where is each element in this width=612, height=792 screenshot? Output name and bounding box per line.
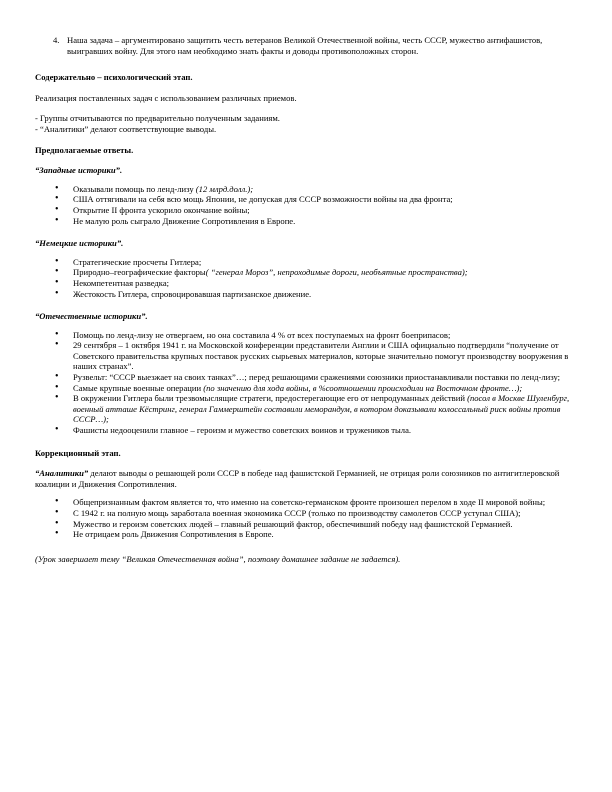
soviet-historians-list [35,330,577,436]
stage1-lines [35,113,577,134]
list-item: • 29 сентября – 1 октября 1941 г. на Московской конференции представители Англии и США официально подтвердили “получение от Советского правительства крупных поставок русских сырьевых материалов, которые значительно помогут производству вооружения в наших странах”. [35,340,577,372]
list-item: • В окружении Гитлера были трезвомыслящие стратеги, предостерегающие его от непродуманных действий (посол в Москве Шуленбург, военный атташе Кёстринг, генерал Гаммерштейн составили меморандум, в котором доказывали колоссальный риск войны против СССР…); [35,393,577,425]
correction-lead-text: делают выводы о решающей роли СССР в победе над фашистской Германией, не отрицая роли союзников по антигитлеровской коалиции и Движения Сопротивления. [35,468,560,489]
german-historians-title: “Немецкие историки”. [35,238,124,249]
list-item: • Не малую роль сыграло Движение Сопротивления в Европе. [35,216,577,227]
stage1-line: - Группы отчитываются по предварительно полученным заданиям. [35,113,280,124]
analysts-label: “Аналитики” [35,468,89,479]
stage1-paragraph: Реализация поставленных задач с использованием различных приемов. [35,92,297,103]
numbered-item-4 [53,35,577,56]
soviet-historians-title: “Отечественные историки”. [35,311,148,322]
correction-list [35,497,577,539]
list-item: • Природно–географические факторы( “генерал Мороз”, непроходимые дороги, необъятные пространства); [35,267,577,278]
list-item: • Открытие II фронта ускорило окончание войны; [35,205,577,216]
stage1-heading: Содержательно – психологический этап. [35,72,193,83]
answers-heading: Предполагаемые ответы. [35,144,134,155]
list-item: • США оттягивали на себя всю мощь Японии, не допуская для СССР возможности войны на два фронта; [35,194,577,205]
item-number: 4. [53,35,60,45]
correction-lead [35,468,577,489]
list-item: • Стратегические просчеты Гитлера; [35,257,577,268]
list-item: • Рузвельт: “СССР выезжает на своих танках”…; перед решающими сражениями союзники приостанавливали поставки по ленд-лизу; [35,372,577,383]
list-item: • Фашисты недооценили главное – героизм и мужество советских воинов и тружеников тыла. [35,425,577,436]
list-item: • Жестокость Гитлера, спровоцировавшая партизанское движение. [35,289,577,300]
item-text: Наша задача – аргументировано защитить честь ветеранов Великой Отечественной войны, честь СССР, мужество антифашистов, выигравших войну. Для этого нам необходимо знать факты и доводы противоположных сторон. [67,35,543,56]
list-item: • Не отрицаем роль Движения Сопротивления в Европе. [35,529,577,540]
western-historians-list [35,184,577,226]
list-item: • Самые крупные военные операции (по значению для хода войны, в %соотношении происходили на Восточном фронте…); [35,383,577,394]
list-item: • Помощь по ленд-лизу не отвергаем, но она составила 4 % от всех поступаемых на фронт боеприпасов; [35,330,577,341]
german-historians-list [35,257,577,299]
list-item: • Некомпетентная разведка; [35,278,577,289]
list-item: • Общепризнанным фактом является то, что именно на советско-германском фронте произошел перелом в ходе II мировой войны; [35,497,577,508]
list-item: • С 1942 г. на полную мощь заработала военная экономика СССР (только по производству самолетов СССР уступал США); [35,508,577,519]
stage1-line: - “Аналитики” делают соответствующие выводы. [35,123,217,134]
list-item: • Мужество и героизм советских людей – главный решающий фактор, обеспечивший победу над фашистской Германией. [35,519,577,530]
western-historians-title: “Западные историки”. [35,165,123,176]
closing-note: (Урок завершает тему “Великая Отечественная война”, поэтому домашнее задание не задается). [35,553,401,564]
correction-heading: Коррекционный этап. [35,447,121,458]
document-content [35,35,577,564]
list-item: • Оказывали помощь по ленд-лизу (12 млрд.долл.); [35,184,577,195]
